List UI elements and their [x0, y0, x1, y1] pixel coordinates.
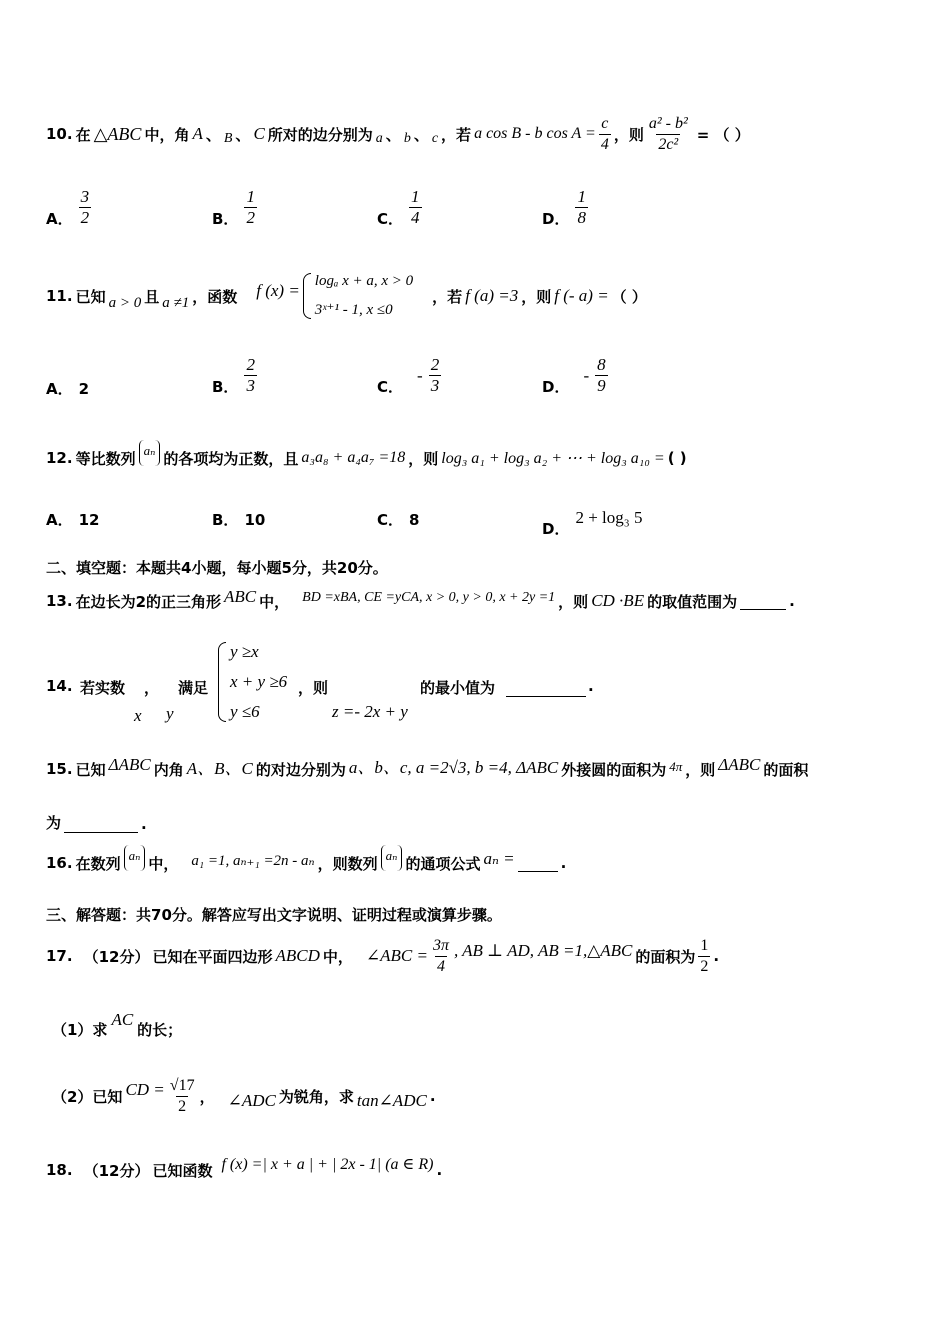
sequence-symbol: aₙ: [139, 440, 161, 466]
question-number: 15.: [46, 760, 73, 778]
option-d[interactable]: D． - $\frac{8}{9}$: [542, 355, 606, 396]
option-b[interactable]: B． $\frac{2}{3}$: [212, 355, 255, 396]
section-heading-solutions: 三、解答题：共70分。解答应写出文字说明、证明过程或演算步骤。: [46, 906, 502, 924]
question-15: 15. 已知 ΔABC 内角 A、B、C 的对边分别为 a、b、c, a =2√3, b =4, ΔABC 外接圆的面积为 4π ，则 ΔABC 的面积: [46, 755, 809, 779]
question-17-part-2: （2）已知 CD = $\frac{√17}{2}$ ， ∠ADC 为锐角，求 tan∠ADC .: [52, 1076, 436, 1115]
question-14: 14. 若实数 x ， y 满足 y ≥x x + y ≥6 y ≤6 ，则 z =- 2x + y 的最小值为 .: [46, 642, 594, 725]
question-12: 12. 等比数列 aₙ 的各项均为正数，且 a₃a₈ + a₄a₇ =18 ，则 log₃ a₁ + log₃ a₂ + ⋯ + log₃ a₁₀ = ( ): [46, 440, 687, 476]
option-a[interactable]: A． 12: [46, 510, 100, 529]
question-number: 10.: [46, 125, 73, 143]
function-definition: f (x) =| x + a | + | 2x - 1| (a ∈ R): [221, 1156, 434, 1173]
question-11: 11. 已知 a > 0 且 a ≠1 ，函数 f (x) = logₐ x + a, x > 0 3ˣ⁺¹ - 1, x ≤0 ，若 f (a) =3 ，则 f (- a) = （ ）: [46, 273, 647, 318]
question-number: 16.: [46, 854, 73, 872]
answer-blank[interactable]: [64, 816, 138, 833]
answer-paren: ( ): [667, 449, 687, 467]
option-a[interactable]: A． 2: [46, 379, 90, 398]
answer-paren: （ ）: [611, 287, 647, 306]
option-c[interactable]: C． - $\frac{2}{3}$: [377, 355, 440, 396]
question-17-part-1: （1）求 AC 的长；: [52, 1010, 183, 1039]
question-10: 10. 在 △ABC 中，角 A 、 B 、 C 所对的边分别为 a 、 b 、 c ，若 a cos B - b cos A = $\frac{c}{4}$ ，则 $\frac{\text{a² - b²}}{\text{2c²}}$ = （ ）: [46, 114, 750, 153]
answer-blank[interactable]: [740, 593, 786, 610]
option-c[interactable]: C． $\frac{1}{4}$: [377, 187, 420, 228]
target-expression: $\frac{\text{a² - b²}}{\text{2c²}}$: [648, 114, 688, 153]
score: （12分）: [83, 1161, 150, 1180]
answer-blank[interactable]: [506, 678, 586, 697]
option-a[interactable]: A． $\frac{3}{2}$: [46, 187, 90, 228]
option-b[interactable]: B． 10: [212, 510, 266, 529]
question-number: 11.: [46, 287, 73, 305]
question-15-continued: 为 .: [46, 814, 147, 833]
question-number: 18.: [46, 1161, 73, 1179]
function-name: f (x) =: [256, 281, 300, 300]
question-number: 14.: [46, 677, 73, 695]
score: （12分）: [83, 947, 150, 966]
option-d[interactable]: D． 2 + log₃ 5: [542, 507, 643, 538]
piecewise-function: logₐ x + a, x > 0 3ˣ⁺¹ - 1, x ≤0: [303, 273, 413, 319]
question-18: 18. （12分） 已知函数 f (x) =| x + a | + | 2x - 1| (a ∈ R) .: [46, 1156, 443, 1180]
answer-paren: = （ ）: [696, 125, 750, 144]
question-16: 16. 在数列 aₙ 中， a₁ =1, aₙ₊₁ =2n - aₙ ，则数列 aₙ 的通项公式 aₙ = .: [46, 846, 566, 880]
question-number: 12.: [46, 449, 73, 467]
question-13: 13. 在边长为2的正三角形 ABC 中， BD =xBA, CE =yCA, x > 0, y > 0, x + 2y =1 ，则 CD ·BE 的取值范围为 .: [46, 587, 795, 611]
answer-blank[interactable]: [518, 855, 558, 872]
fraction: $\frac{c}{4}$: [600, 114, 609, 153]
question-number: 13.: [46, 592, 73, 610]
section-heading-fill-in: 二、填空题：本题共4小题，每小题5分，共20分。: [46, 559, 388, 577]
condition-formula: a cos B - b cos A =: [474, 125, 596, 142]
question-number: 17.: [46, 947, 73, 965]
option-b[interactable]: B． $\frac{1}{2}$: [212, 187, 255, 228]
question-17: 17. （12分） 已知在平面四边形 ABCD 中， ∠ABC = $\frac{3\pi}{4}$ , AB ⊥ AD, AB =1,△ABC 的面积为 $\frac{1}{2}$ .: [46, 936, 720, 975]
triangle-symbol: △ABC: [93, 123, 142, 144]
sequence-symbol: aₙ: [124, 845, 146, 871]
sequence-symbol: aₙ: [381, 845, 403, 871]
option-c[interactable]: C． 8: [377, 510, 420, 529]
option-d[interactable]: D． $\frac{1}{8}$: [542, 187, 586, 228]
constraint-system: y ≥x x + y ≥6 y ≤6: [218, 642, 287, 722]
